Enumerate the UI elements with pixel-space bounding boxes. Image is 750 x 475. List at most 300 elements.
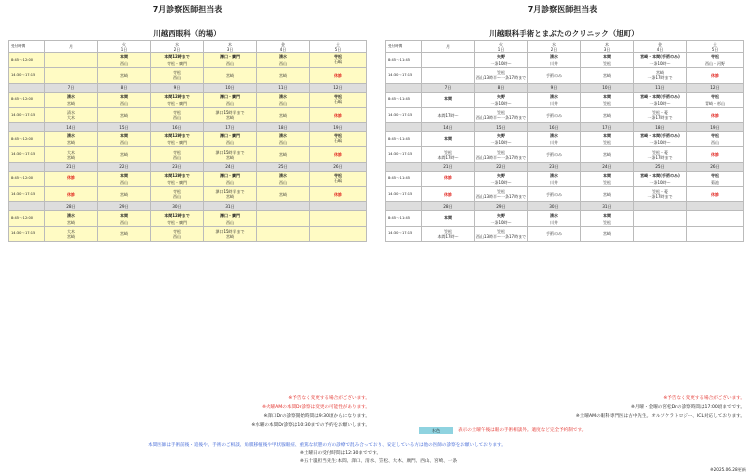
- am-cell: [98, 53, 151, 68]
- day-date: 4日: [656, 46, 664, 52]
- pm-doctor: 休診: [444, 191, 452, 197]
- pm-cell: [45, 147, 98, 162]
- am-cell: [204, 132, 257, 147]
- am-cell: [98, 171, 151, 186]
- date-cell: 17日: [204, 123, 257, 132]
- date-cell: 22日: [98, 162, 151, 171]
- pm-cell: [45, 68, 98, 83]
- am-cell: [422, 171, 475, 186]
- am-sub-doctor: 一条10時～: [490, 179, 512, 185]
- am-cell: [257, 132, 310, 147]
- day-name: 月: [69, 44, 73, 49]
- pm-sub-doctor: 宮崎: [226, 154, 234, 160]
- pm-cell: [151, 68, 204, 83]
- day-header: [257, 41, 310, 53]
- pm-doctor: 宮崎: [120, 191, 128, 197]
- header-label: 受付時間: [386, 41, 422, 53]
- am-cell: [257, 92, 310, 107]
- am-doctor: 本間: [603, 54, 611, 60]
- pm-doctor: 大木: [67, 228, 75, 234]
- am-cell: [528, 132, 581, 147]
- date-cell: 30日: [528, 202, 581, 211]
- right-note-2: ※土曜AMの眼科専門医は古中先生。オルソケラトロジー、ICL対応しております。: [575, 414, 745, 419]
- pm-doctor: 休診: [711, 152, 719, 158]
- am-sub-doctor: 西山: [226, 140, 234, 146]
- am-cell: [151, 53, 204, 68]
- pm-cell: [257, 68, 310, 83]
- pm-doctor: 笠松: [497, 70, 505, 76]
- date-cell: [634, 202, 687, 211]
- am-cell: [45, 53, 98, 68]
- pm-cell: [687, 68, 744, 83]
- left-schedule-table: [8, 40, 367, 242]
- am-sub-doctor: 寺松・廣門: [167, 219, 187, 225]
- am-time: 8:45～11:45: [386, 211, 422, 226]
- pm-cell: [204, 187, 257, 202]
- am-time: 8:45～12:00: [9, 92, 45, 107]
- am-doctor: 清水: [550, 212, 558, 218]
- am-sub-doctor: 川井: [550, 100, 558, 106]
- date-cell: 12日: [310, 83, 367, 92]
- pm-cell: [422, 147, 475, 162]
- am-sub-doctor: 一条10時～: [649, 179, 671, 185]
- am-cell: [634, 92, 687, 107]
- pm-cell: [528, 226, 581, 241]
- am-sub-doctor: 青崎・杉山: [705, 100, 725, 106]
- pm-cell: [475, 68, 528, 83]
- am-doctor: 寺松: [334, 93, 342, 99]
- date-cell: 28日: [45, 202, 98, 211]
- pm-cell: [98, 187, 151, 202]
- pm-sub-doctor: 西山: [173, 115, 181, 121]
- am-sub-doctor: 宮崎: [67, 219, 75, 225]
- am-doctor: 清水: [67, 93, 75, 99]
- pm-doctor: 宮崎: [603, 191, 611, 197]
- am-sub-doctor: 西山: [711, 140, 719, 146]
- date-cell: 12日: [687, 83, 744, 92]
- day-name: 金: [281, 41, 285, 47]
- am-sub-doctor: 西山: [279, 179, 287, 185]
- am-doctor: 澤口・廣門: [220, 54, 240, 60]
- pm-cell: [45, 187, 98, 202]
- pm-doctor: 笠松: [497, 189, 505, 195]
- date-cell: 25日: [257, 162, 310, 171]
- am-doctor: 宮崎・本間(手術のみ): [640, 133, 680, 139]
- pm-doctor: 宮崎: [279, 72, 287, 78]
- pm-time: 14:30～17:15: [9, 187, 45, 202]
- pm-doctor: 笠松: [497, 110, 505, 116]
- am-sub-doctor: 川井: [550, 140, 558, 146]
- date-cell: 22日: [475, 162, 528, 171]
- am-sub-doctor: 西山: [226, 100, 234, 106]
- am-cell: [310, 53, 367, 68]
- day-name: 月: [446, 44, 450, 49]
- am-doctor-2: 石嶋: [334, 138, 342, 144]
- pm-doctor: 寺松: [173, 149, 181, 155]
- date-cell: 28日: [422, 202, 475, 211]
- am-cell: [475, 171, 528, 186]
- am-cell: [151, 211, 204, 226]
- am-sub-doctor: 宮崎: [67, 100, 75, 106]
- pm-doctor: 宮崎: [603, 231, 611, 237]
- day-header: [528, 41, 581, 53]
- pm-time: 14:30～17:15: [9, 226, 45, 241]
- pm-doctor: 手術のみ: [546, 191, 562, 197]
- pm-cell: [257, 226, 310, 241]
- pm-sub-doctor: 宮崎: [226, 115, 234, 121]
- am-sub-doctor: 一条10時～: [490, 100, 512, 106]
- pm-doctor: 宮崎: [656, 70, 664, 76]
- day-name: 火: [122, 41, 126, 47]
- pm-cell: [687, 147, 744, 162]
- day-date: 2日: [550, 46, 558, 52]
- am-cell: [151, 92, 204, 107]
- pm-doctor: 本間17時～: [437, 112, 459, 118]
- am-sub-doctor: 笠松: [603, 100, 611, 106]
- am-doctor: 本間: [603, 172, 611, 178]
- date-cell: 19日: [310, 123, 367, 132]
- date-cell: [257, 202, 310, 211]
- pm-cell: [581, 107, 634, 122]
- date-cell: 30日: [151, 202, 204, 211]
- am-doctor: 清水: [550, 133, 558, 139]
- am-doctor: 澤口・廣門: [220, 93, 240, 99]
- am-doctor: 寺松: [711, 54, 719, 60]
- pm-doctor: 休診: [334, 152, 342, 158]
- am-sub-doctor: 一条10時～: [649, 61, 671, 67]
- pm-doctor: 笠松: [444, 228, 452, 234]
- pm-cell: [310, 226, 367, 241]
- date-cell: 17日: [581, 123, 634, 132]
- pm-doctor: 笠松: [497, 228, 505, 234]
- am-cell: [98, 132, 151, 147]
- pm-doctor: 休診: [334, 72, 342, 78]
- am-doctor: 本間12時まで: [164, 172, 190, 178]
- am-cell: [422, 92, 475, 107]
- am-doctor: 澤口・廣門: [220, 172, 240, 178]
- am-sub-doctor: 西山: [279, 61, 287, 67]
- am-doctor: 矢野: [497, 133, 505, 139]
- pm-cell: [257, 147, 310, 162]
- left-subtitle: 川越西眼科（的場）: [153, 29, 221, 38]
- right-note-1: ※月曜・金曜の宮松Drの診察時間は17:00頃までです。: [630, 405, 745, 410]
- pm-sub-doctor: 西山13時半～一条17時まで: [475, 75, 527, 81]
- right-title: 7月診察医師担当表: [527, 5, 598, 14]
- date-cell: 29日: [475, 202, 528, 211]
- am-doctor: 本間: [120, 133, 128, 139]
- am-doctor: 本間: [603, 212, 611, 218]
- am-doctor: 本間: [444, 215, 452, 221]
- pm-sub-doctor: 一条17時まで: [647, 75, 673, 81]
- pm-doctor: 休診: [711, 112, 719, 118]
- date-label-cell: [386, 202, 422, 211]
- am-cell: [528, 53, 581, 68]
- pm-cell: [98, 226, 151, 241]
- date-cell: 11日: [257, 83, 310, 92]
- am-sub-doctor: 一条10時～: [490, 61, 512, 67]
- date-label-cell: [9, 202, 45, 211]
- am-sub-doctor: 一条10時～: [649, 140, 671, 146]
- pm-sub-doctor: 一条17時まで: [647, 154, 673, 160]
- pm-sub-doctor: 宮崎: [67, 233, 75, 239]
- pm-doctor: 宮崎: [226, 72, 234, 78]
- pm-cell: [151, 107, 204, 122]
- am-doctor: 寺松: [711, 133, 719, 139]
- date-cell: 9日: [151, 83, 204, 92]
- am-cell: [257, 211, 310, 226]
- am-sub-doctor: 西山: [279, 100, 287, 106]
- day-date: 1日: [120, 46, 128, 52]
- footer-line-2: ※五十嵐担当先生:本間、澤口、清水、笠松、大木、廣門、西山、宮崎、一条: [300, 459, 457, 464]
- am-sub-doctor: 宮崎: [67, 140, 75, 146]
- am-doctor: 本間: [120, 172, 128, 178]
- right-schedule-table: [385, 40, 744, 242]
- pm-doctor: 宮崎: [120, 112, 128, 118]
- date-cell: 18日: [634, 123, 687, 132]
- pm-doctor: 寺松: [173, 189, 181, 195]
- pm-time: 14:30～17:15: [9, 107, 45, 122]
- am-time: 8:45～11:45: [386, 171, 422, 186]
- pm-cell: [422, 107, 475, 122]
- pm-sub-doctor: 宮崎: [226, 194, 234, 200]
- pm-cell: [310, 187, 367, 202]
- pm-sub-doctor: 西山: [173, 233, 181, 239]
- pm-cell: [475, 147, 528, 162]
- pm-cell: [581, 187, 634, 202]
- am-cell: [528, 211, 581, 226]
- date-cell: 16日: [151, 123, 204, 132]
- pm-cell: [634, 68, 687, 83]
- am-doctor: 矢野: [497, 93, 505, 99]
- pm-doctor: 宮崎: [279, 191, 287, 197]
- pm-doctor: 寺松: [173, 228, 181, 234]
- pm-doctor: 宮崎: [279, 152, 287, 158]
- am-cell: [475, 92, 528, 107]
- am-sub-doctor: 西山: [120, 219, 128, 225]
- header-label: 受付時間: [9, 41, 45, 53]
- am-sub-doctor: 西山: [226, 179, 234, 185]
- pm-cell: [475, 187, 528, 202]
- am-doctor: 寺松: [334, 172, 342, 178]
- am-doctor: 寺松: [334, 54, 342, 60]
- am-doctor: 本間12時まで: [164, 54, 190, 60]
- left-note-1: ※火曜AMの本間Dr診察は変更の可能性があります。: [262, 405, 370, 410]
- am-cell: [528, 171, 581, 186]
- am-cell: [687, 132, 744, 147]
- date-cell: 24日: [581, 162, 634, 171]
- am-sub-doctor: 寺松・廣門: [167, 140, 187, 146]
- am-time: 8:45～12:00: [9, 132, 45, 147]
- day-date: 5日: [711, 46, 719, 52]
- pm-cell: [45, 226, 98, 241]
- am-doctor: 寺松: [334, 133, 342, 139]
- am-sub-doctor: 西山: [226, 61, 234, 67]
- pm-time: 14:30～17:15: [386, 187, 422, 202]
- am-doctor: 本間: [444, 135, 452, 141]
- day-header: [45, 41, 98, 53]
- am-cell: [310, 211, 367, 226]
- pm-cell: [204, 107, 257, 122]
- pm-doctor: 休診: [67, 191, 75, 197]
- pm-cell: [422, 187, 475, 202]
- day-header: [151, 41, 204, 53]
- am-time: 8:45～12:00: [9, 53, 45, 68]
- left-note-0: ※予告なく変更する場合がございます。: [288, 396, 370, 401]
- pm-sub-doctor: 西山13時半～一条17時まで: [475, 233, 527, 239]
- pm-doctor: 寺松: [173, 110, 181, 116]
- pm-cell: [634, 147, 687, 162]
- am-cell: [98, 92, 151, 107]
- pm-cell: [310, 68, 367, 83]
- am-doctor: 矢野: [497, 212, 505, 218]
- date-cell: 23日: [151, 162, 204, 171]
- date-cell: [687, 202, 744, 211]
- date-cell: 21日: [422, 162, 475, 171]
- pm-doctor: 宮崎: [120, 231, 128, 237]
- date-cell: 29日: [98, 202, 151, 211]
- am-doctor: 寺松: [711, 172, 719, 178]
- pm-cell: [528, 68, 581, 83]
- am-sub-doctor: 一条10時～: [490, 140, 512, 146]
- date-label-cell: [9, 162, 45, 171]
- pm-sub-doctor: 西山: [173, 154, 181, 160]
- footer-line-1: ※土曜日の受付時間は12:30までです。: [300, 451, 382, 456]
- date-cell: 15日: [475, 123, 528, 132]
- am-cell: [634, 211, 687, 226]
- am-cell: [45, 171, 98, 186]
- date-cell: 31日: [204, 202, 257, 211]
- am-cell: [422, 132, 475, 147]
- day-header: [687, 41, 744, 53]
- am-doctor: 清水: [67, 133, 75, 139]
- am-doctor: 本間12時まで: [164, 93, 190, 99]
- am-doctor: 本間: [120, 93, 128, 99]
- am-time: 8:45～11:45: [386, 53, 422, 68]
- pm-cell: [475, 226, 528, 241]
- pm-doctor: 宮崎: [603, 112, 611, 118]
- am-sub-doctor: 西山: [120, 61, 128, 67]
- day-name: 水: [175, 41, 179, 47]
- pm-doctor: 澤口15時半まで: [215, 228, 245, 234]
- day-header: [98, 41, 151, 53]
- day-name: 木: [605, 41, 609, 47]
- date-cell: 9日: [528, 83, 581, 92]
- pm-cell: [687, 226, 744, 241]
- pm-doctor: 手術のみ: [546, 152, 562, 158]
- pm-doctor: 笠松・菱: [652, 189, 668, 195]
- am-cell: [204, 171, 257, 186]
- day-date: 4日: [279, 46, 287, 52]
- pm-cell: [204, 68, 257, 83]
- am-cell: [98, 211, 151, 226]
- am-cell: [151, 132, 204, 147]
- pm-cell: [634, 187, 687, 202]
- pm-cell: [634, 226, 687, 241]
- pm-sub-doctor: 一条17時まで: [647, 115, 673, 121]
- am-cell: [422, 211, 475, 226]
- am-doctor: 清水: [279, 133, 287, 139]
- pm-cell: [204, 147, 257, 162]
- pm-doctor: 宮崎: [603, 152, 611, 158]
- pm-cell: [475, 107, 528, 122]
- pm-sub-doctor: 西山13時半～一条17時まで: [475, 154, 527, 160]
- am-doctor: 宮崎・本間(手術のみ): [640, 54, 680, 60]
- am-cell: [687, 171, 744, 186]
- day-date: 3日: [226, 46, 234, 52]
- am-cell: [687, 92, 744, 107]
- date-cell: 8日: [98, 83, 151, 92]
- pm-sub-doctor: 本間17時～: [437, 233, 459, 239]
- am-doctor-2: 石嶋: [334, 177, 342, 183]
- am-doctor: 清水: [550, 93, 558, 99]
- am-doctor: 本間: [120, 212, 128, 218]
- am-cell: [634, 171, 687, 186]
- am-doctor: 休診: [67, 175, 75, 181]
- am-cell: [634, 53, 687, 68]
- date-cell: 26日: [310, 162, 367, 171]
- pm-doctor: 笠松・菱: [652, 149, 668, 155]
- pm-time: 14:30～17:15: [9, 68, 45, 83]
- am-cell: [204, 53, 257, 68]
- pm-sub-doctor: 西山13時半～一条17時まで: [475, 194, 527, 200]
- pm-doctor: 宮崎: [279, 112, 287, 118]
- pm-doctor: 休診: [334, 112, 342, 118]
- pm-time: 14:30～17:15: [386, 226, 422, 241]
- am-doctor: 清水: [279, 172, 287, 178]
- date-cell: 10日: [204, 83, 257, 92]
- pm-cell: [204, 226, 257, 241]
- pm-cell: [257, 187, 310, 202]
- am-sub-doctor: 一条10時～: [649, 100, 671, 106]
- pm-cell: [687, 187, 744, 202]
- pm-sub-doctor: 西山: [173, 75, 181, 81]
- left-note-2: ※澤口Drの診察開始時間は9:30頃からになります。: [263, 414, 370, 419]
- am-doctor: 清水: [550, 172, 558, 178]
- pm-cell: [581, 68, 634, 83]
- am-sub-doctor: 寺松・廣門: [167, 100, 187, 106]
- am-time: 8:45～11:45: [386, 132, 422, 147]
- am-sub-doctor: 西山: [226, 219, 234, 225]
- pm-cell: [45, 107, 98, 122]
- date-cell: 15日: [98, 123, 151, 132]
- am-sub-doctor: 菊池: [711, 179, 719, 185]
- am-cell: [257, 53, 310, 68]
- am-sub-doctor: 寺松・廣門: [167, 61, 187, 67]
- am-cell: [204, 92, 257, 107]
- pm-cell: [528, 147, 581, 162]
- am-cell: [45, 211, 98, 226]
- date-cell: 23日: [528, 162, 581, 171]
- left-title: 7月診察医師担当表: [152, 5, 223, 14]
- pm-time: 14:30～17:15: [386, 68, 422, 83]
- pm-sub-doctor: 本間17時～: [437, 154, 459, 160]
- am-cell: [257, 171, 310, 186]
- pm-doctor: 寺松: [173, 70, 181, 76]
- date-cell: 7日: [45, 83, 98, 92]
- pm-cell: [528, 107, 581, 122]
- date-cell: 25日: [634, 162, 687, 171]
- pm-doctor: 手術のみ: [546, 231, 562, 237]
- am-cell: [581, 92, 634, 107]
- am-sub-doctor: 川井: [550, 219, 558, 225]
- am-cell: [581, 171, 634, 186]
- day-date: 5日: [334, 46, 342, 52]
- right-note-0: ※予告なく変更する場合がございます。: [663, 396, 745, 401]
- day-header: [581, 41, 634, 53]
- legend-text: 表示の土曜午後は眼の手術相談外。適度など完全予約制です。: [458, 428, 587, 433]
- pm-cell: [151, 226, 204, 241]
- am-cell: [310, 132, 367, 147]
